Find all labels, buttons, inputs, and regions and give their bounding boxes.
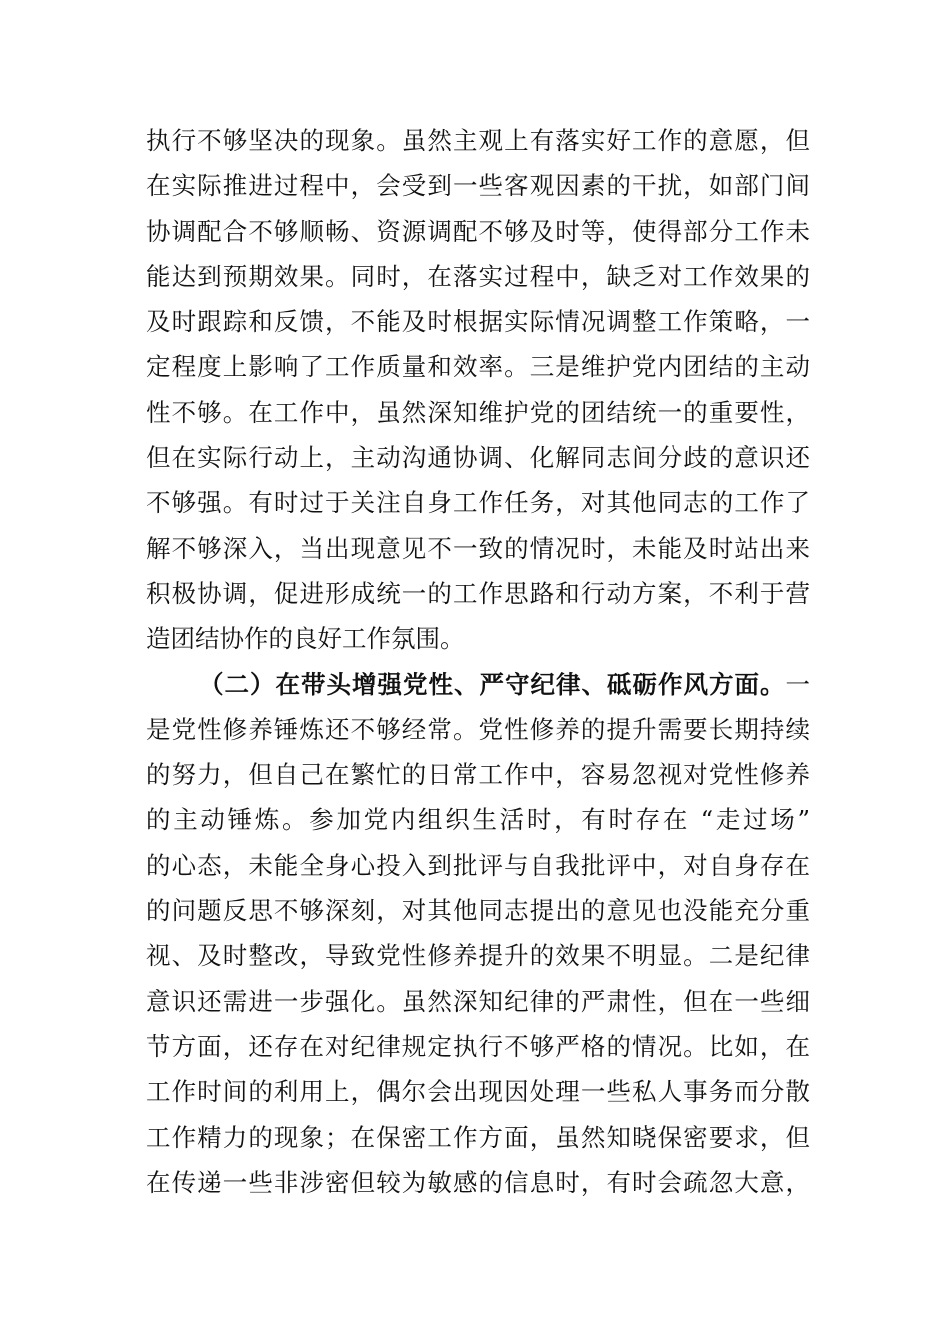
document-body bbox=[146, 118, 810, 1205]
text-line: 积极协调，促进形成统一的工作思路和行动方案，不利于营 bbox=[146, 578, 810, 608]
text-line: 及时跟踪和反馈，不能及时根据实际情况调整工作策略，一 bbox=[146, 307, 810, 337]
text-line: 协调配合不够顺畅、资源调配不够及时等，使得部分工作未 bbox=[146, 216, 810, 246]
text-line: 工作精力的现象；在保密工作方面，虽然知晓保密要求，但 bbox=[146, 1122, 810, 1152]
text-line: 不够强。有时过于关注自身工作任务，对其他同志的工作了 bbox=[146, 488, 810, 518]
text-line: 造团结协作的良好工作氛围。 bbox=[146, 624, 465, 654]
text-line: 的心态，未能全身心投入到批评与自我批评中，对自身存在 bbox=[146, 850, 810, 880]
section-heading-line bbox=[146, 662, 810, 707]
text-line: 节方面，还存在对纪律规定执行不够严格的情况。比如，在 bbox=[146, 1031, 810, 1061]
text-line: 的问题反思不够深刻，对其他同志提出的意见也没能充分重 bbox=[146, 896, 810, 926]
text-line: 在实际推进过程中，会受到一些客观因素的干扰，如部门间 bbox=[146, 171, 810, 201]
text-line: 是党性修养锤炼还不够经常。党性修养的提升需要长期持续 bbox=[146, 714, 810, 744]
text-line: 的主动锤炼。参加党内组织生活时，有时存在 “走过场” bbox=[146, 805, 810, 835]
text-line: 视、及时整改，导致党性修养提升的效果不明显。二是纪律 bbox=[146, 941, 810, 971]
text-line: 工作时间的利用上，偶尔会出现因处理一些私人事务而分散 bbox=[146, 1077, 810, 1107]
section-heading: （二）在带头增强党性、严守纪律、砥砺作风方面。 bbox=[199, 669, 786, 699]
text-line: 但在实际行动上，主动沟通协调、化解同志间分歧的意识还 bbox=[146, 443, 810, 473]
text-line: 在传递一些非涉密但较为敏感的信息时，有时会疏忽大意， bbox=[146, 1167, 810, 1197]
text-line: 性不够。在工作中，虽然深知维护党的团结统一的重要性， bbox=[146, 397, 810, 427]
text-line: 能达到预期效果。同时，在落实过程中，缺乏对工作效果的 bbox=[146, 261, 810, 291]
text-line: 定程度上影响了工作质量和效率。三是维护党内团结的主动 bbox=[146, 352, 810, 382]
text-line: 执行不够坚决的现象。虽然主观上有落实好工作的意愿，但 bbox=[146, 126, 810, 155]
text-line: 的努力，但自己在繁忙的日常工作中，容易忽视对党性修养 bbox=[146, 760, 810, 790]
text-fragment: 一 bbox=[785, 669, 810, 699]
text-line: 解不够深入，当出现意见不一致的情况时，未能及时站出来 bbox=[146, 533, 810, 563]
text-line: 意识还需进一步强化。虽然深知纪律的严肃性，但在一些细 bbox=[146, 986, 810, 1016]
